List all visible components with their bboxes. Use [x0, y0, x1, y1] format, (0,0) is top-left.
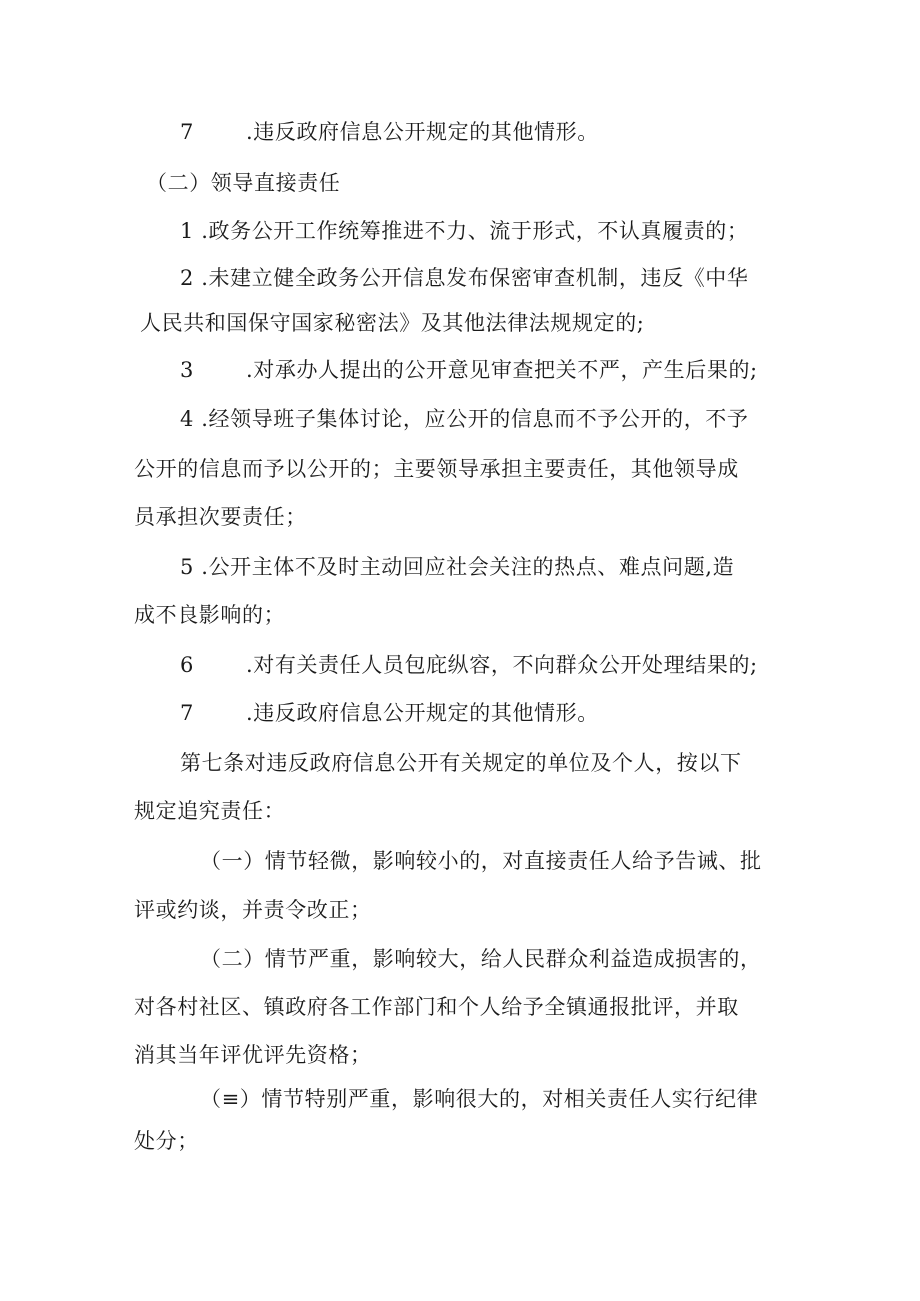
item-7-violation-other-a: [180, 117, 599, 147]
item-5-leader-line2: 成不良影响的；: [134, 603, 286, 627]
item-text: .对承办人提出的公开意见审查把关不严，产生后果的;: [245, 358, 758, 382]
section-heading-leader-direct-responsibility: （二）领导直接责任: [146, 171, 341, 195]
item-3-leader: [180, 355, 758, 385]
penalty-3-line1: （≡）情节特别严重，影响很大的，对相关责任人实行纪律: [200, 1087, 759, 1111]
item-4-leader-line1: 4 .经领导班子集体讨论，应公开的信息而不予公开的，不予: [180, 407, 749, 431]
penalty-2-line1: （二）情节严重，影响较大，给人民群众利益造成损害的，: [200, 947, 762, 971]
penalty-2-line3: 消其当年评优评先资格；: [134, 1043, 372, 1067]
item-text: .对有关责任人员包庇纵容，不向群众公开处理结果的;: [245, 653, 758, 677]
item-4-leader-line3: 员承担次要责任；: [134, 505, 307, 529]
penalty-1-line2: 评或约谈，并责令改正；: [134, 898, 372, 922]
penalty-1-line1: （一）情节轻微，影响较小的，对直接责任人给予告诫、批: [200, 849, 762, 873]
item-text: .违反政府信息公开规定的其他情形。: [245, 120, 599, 144]
item-number: 6: [180, 653, 194, 677]
item-text: .违反政府信息公开规定的其他情形。: [245, 701, 599, 725]
article-7-line2: 规定追究责任：: [134, 799, 286, 823]
item-4-leader-line2: 公开的信息而予以公开的；主要领导承担主要责任，其他领导成: [134, 457, 739, 481]
item-2-leader-line2: 人民共和国保守国家秘密法》及其他法律法规规定的;: [140, 311, 645, 335]
item-7-violation-other-b: [180, 698, 599, 728]
item-number: 7: [180, 120, 194, 144]
item-6-leader: [180, 650, 758, 680]
item-1-leader: 1 .政务公开工作统筹推进不力、流于形式，不认真履责的；: [180, 219, 749, 243]
penalty-2-line2: 对各村社区、镇政府各工作部门和个人给予全镇通报批评，并取: [134, 995, 739, 1019]
article-7-line1: 第七条对违反政府信息公开有关规定的单位及个人，按以下: [180, 751, 742, 775]
item-number: 7: [180, 701, 194, 725]
item-2-leader-line1: 2 .未建立健全政务公开信息发布保密审查机制，违反《中华: [180, 266, 749, 290]
item-5-leader-line1: 5 .公开主体不及时主动回应社会关注的热点、难点问题,造: [180, 555, 735, 579]
item-number: 3: [180, 358, 194, 382]
penalty-3-line2: 处分；: [134, 1129, 199, 1153]
